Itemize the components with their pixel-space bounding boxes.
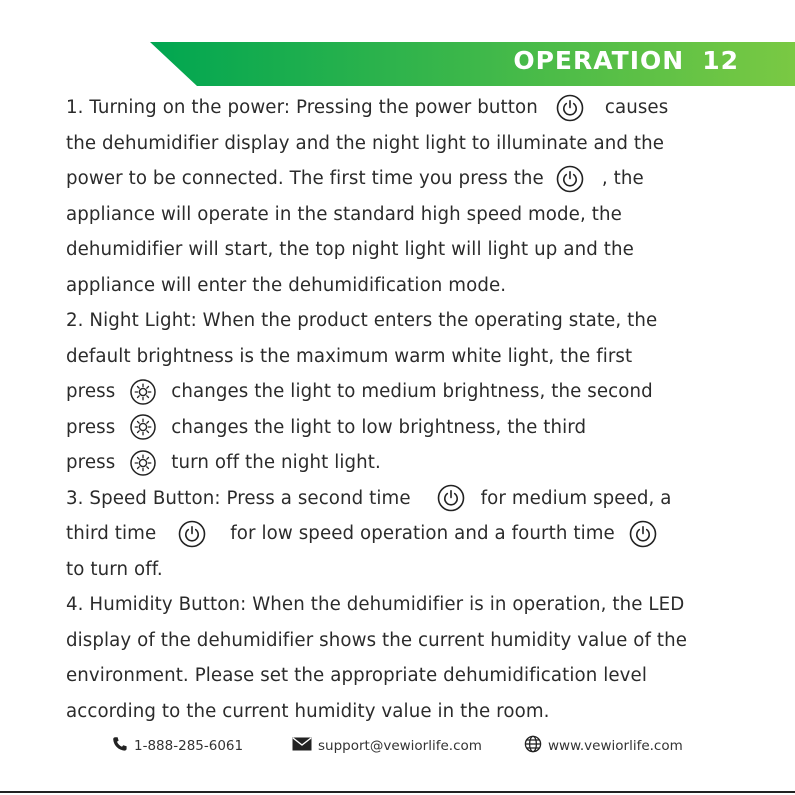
text-segment: causes (604, 97, 669, 118)
footer-email (292, 732, 482, 760)
instructions-body (66, 90, 746, 729)
mail-icon (292, 737, 312, 755)
text-segment: , the (601, 168, 644, 189)
power-button-icon (629, 520, 657, 548)
text-line (66, 516, 746, 552)
email-address[interactable]: support@vewiorlife.com (318, 738, 482, 754)
power-button-icon (437, 484, 465, 512)
text-segment: press (66, 452, 116, 473)
night-light-icon (129, 378, 157, 406)
text-segment: third time (66, 523, 157, 544)
text-line: appliance will enter the dehumidification mode. (66, 274, 507, 296)
text-line (66, 481, 746, 517)
night-light-icon (129, 413, 157, 441)
power-button-icon (556, 94, 584, 122)
text-line (66, 90, 746, 126)
globe-icon (524, 735, 542, 757)
text-segment: changes the light to medium brightness, the second (171, 381, 653, 402)
footer-phone (112, 732, 243, 760)
text-segment: press (66, 416, 116, 438)
text-segment: 1. Turning on the power: Pressing the power button (66, 97, 538, 118)
phone-icon (112, 736, 128, 756)
text-line (66, 410, 746, 446)
text-line: default brightness is the maximum warm white light, the first (66, 345, 633, 367)
page-number: 12 (702, 46, 739, 75)
text-line (66, 374, 746, 410)
text-line: appliance will operate in the standard high speed mode, the (66, 203, 622, 225)
page-title (513, 46, 739, 75)
header-banner (0, 0, 795, 86)
bottom-divider (0, 791, 795, 793)
text-segment: changes the light to low brightness, the third (171, 416, 587, 438)
text-line (66, 445, 746, 481)
footer-website (524, 732, 683, 760)
section-title: OPERATION (513, 46, 685, 75)
night-light-icon (129, 449, 157, 477)
text-line: the dehumidifier display and the night light to illuminate and the (66, 132, 665, 154)
text-segment: 3. Speed Button: Press a second time (66, 487, 411, 509)
text-segment: press (66, 381, 116, 402)
contact-footer (0, 732, 795, 760)
text-segment: for medium speed, a (480, 487, 672, 509)
text-line: environment. Please set the appropriate dehumidification level (66, 665, 647, 686)
website-url[interactable]: www.vewiorlife.com (548, 738, 683, 754)
text-line: 4. Humidity Button: When the dehumidifier is in operation, the LED (66, 594, 685, 615)
text-line: display of the dehumidifier shows the current humidity value of the (66, 629, 688, 651)
text-line: 2. Night Light: When the product enters the operating state, the (66, 310, 658, 331)
phone-number: 1-888-285-6061 (134, 738, 244, 754)
text-segment: turn off the night light. (171, 452, 381, 473)
text-line: to turn off. (66, 558, 163, 580)
text-segment: for low speed operation and a fourth time (230, 523, 615, 544)
power-button-icon (178, 520, 206, 548)
text-line: according to the current humidity value in the room. (66, 700, 550, 722)
text-segment: power to be connected. The first time you press the (66, 168, 544, 189)
text-line (66, 161, 746, 197)
power-button-icon (556, 165, 584, 193)
text-line: dehumidifier will start, the top night light will light up and the (66, 239, 634, 260)
